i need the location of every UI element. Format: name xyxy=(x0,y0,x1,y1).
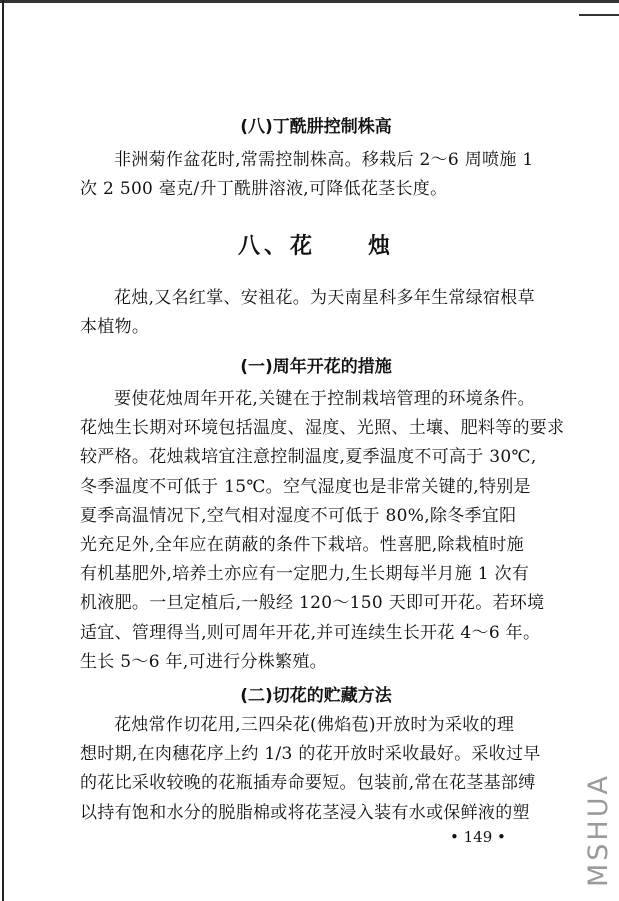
section-heading-2: (二)切花的贮藏方法 xyxy=(240,686,392,706)
intro-paragraph xyxy=(80,284,552,342)
paragraph-line: 花烛,又名红掌、安祖花。为天南星科多年生常绿宿根草 xyxy=(114,288,535,308)
paragraph-line: 机液肥。一旦定植后,一般经 120～150 天即可开花。若环境 xyxy=(80,593,545,614)
paragraph-line: 本植物。 xyxy=(80,317,150,338)
paragraph-line: 次 2 500 毫克/升丁酰肼溶液,可降低花茎长度。 xyxy=(80,179,448,200)
paragraph-line: 以持有饱和水分的脱脂棉或将花茎浸入装有水或保鲜液的塑 xyxy=(80,802,530,823)
scan-edge-top xyxy=(0,0,619,3)
paragraph-line: 较严格。花烛栽培宜注意控制温度,夏季温度不可高于 30℃, xyxy=(80,447,537,468)
paragraph-line: 要使花烛周年开花,关键在于控制栽培管理的环境条件。 xyxy=(114,389,535,409)
paragraph-line: 非洲菊作盆花时,常需控制株高。移栽后 2～6 周喷施 1 xyxy=(114,150,534,170)
paragraph-line: 夏季高温情况下,空气相对湿度不可低于 80%,除冬季宜阳 xyxy=(80,505,517,526)
paragraph-line: 的花比采收较晚的花瓶插寿命要短。包装前,常在花茎基部缚 xyxy=(80,773,536,794)
section-heading-8: (八)丁酰肼控制株高 xyxy=(240,117,392,137)
paragraph-line: 花烛常作切花用,三四朵花(佛焰苞)开放时为采收的理 xyxy=(114,715,515,735)
scan-edge-top-right xyxy=(579,14,619,16)
paragraph-line: 花烛生长期对环境包括温度、湿度、光照、土壤、肥料等的要求 xyxy=(80,418,565,439)
scan-edge-left xyxy=(2,0,4,901)
chapter-title: 八、花 烛 xyxy=(237,234,394,259)
page-number: • 149 • xyxy=(450,828,506,846)
paragraph-line: 光充足外,全年应在荫蔽的条件下栽培。性喜肥,除栽植时施 xyxy=(80,534,524,555)
paragraph-line: 有机基肥外,培养土亦应有一定肥力,生长期每半月施 1 次有 xyxy=(80,564,530,585)
paragraph-line: 生长 5～6 年,可进行分株繁殖。 xyxy=(80,651,327,672)
section-1-paragraph xyxy=(80,385,565,677)
section-heading-1: (一)周年开花的措施 xyxy=(240,357,392,377)
paragraph-line: 想时期,在肉穗花序上约 1/3 的花开放时采收最好。采收过早 xyxy=(80,744,541,765)
section-2-paragraph xyxy=(80,711,552,828)
section-8-paragraph xyxy=(80,146,552,204)
paragraph-line: 适宜、管理得当,则可周年开花,并可连续生长开花 4～6 年。 xyxy=(80,622,541,643)
watermark: MSHUA xyxy=(583,773,614,887)
paragraph-line: 冬季温度不可低于 15℃。空气湿度也是非常关键的,特别是 xyxy=(80,476,531,497)
